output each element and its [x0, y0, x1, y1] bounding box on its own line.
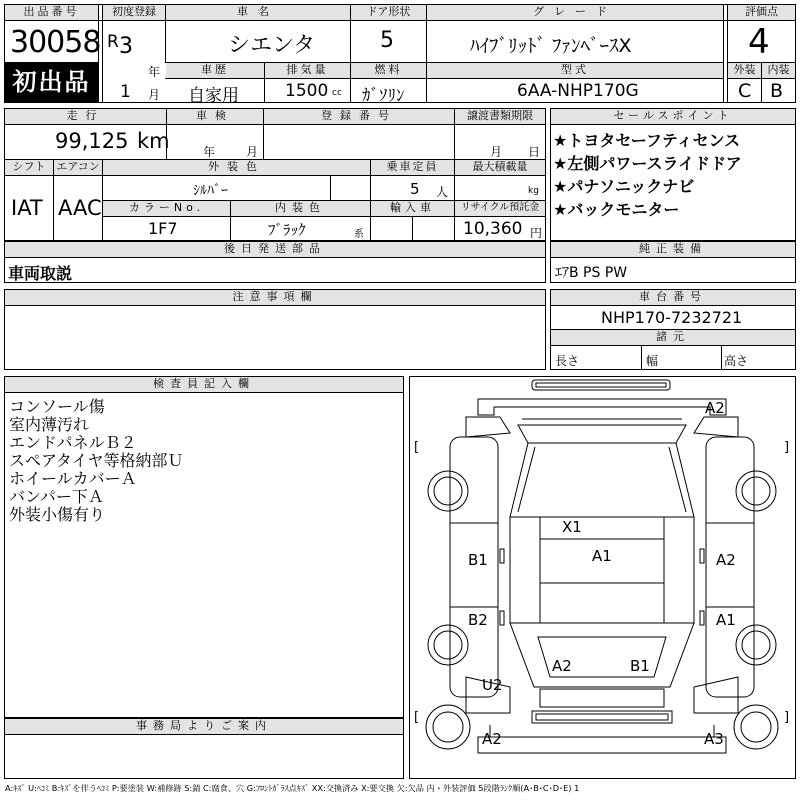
- lot-number: 30058: [10, 25, 101, 60]
- hdr-score: 評価点: [728, 5, 795, 20]
- hdr-int-color: 内装色: [231, 201, 370, 216]
- office-notice-box: [4, 718, 404, 779]
- mark-roof: A1: [592, 547, 612, 565]
- transfer-day-unit: 日: [528, 145, 541, 159]
- hdr-color-no: カラーNo.: [103, 201, 230, 216]
- hdr-interior: 内装: [762, 63, 795, 78]
- legend-footer: A:ｷｽﾞ U:ﾍｺﾐ B:ｷｽﾞを伴うﾍｺﾐ P:要塗装 W:補修跡 S:錆 C:腐食、穴 G:ﾌﾛﾝﾄｶﾞﾗｽ点ｷｽﾞ XX:交換済み X:要交換 欠:欠品 内・外装評価 5段階ﾗﾝｸ順(A･B･C･D･E) 1: [5, 783, 580, 793]
- hdr-lot-no: 出品番号: [5, 5, 98, 20]
- mark-rear-right: B1: [630, 657, 650, 675]
- reg-month-unit: 月: [148, 88, 161, 102]
- mark-left-quarter: U2: [482, 676, 503, 694]
- transfer-month-unit: 月: [490, 145, 503, 159]
- score: 4: [748, 22, 770, 62]
- hdr-displacement: 排気量: [265, 63, 350, 78]
- mark-right-front-door: A2: [716, 551, 736, 569]
- ext-color: ｼﾙﾊﾞｰ: [193, 183, 228, 199]
- exterior-grade: C: [738, 80, 752, 102]
- hdr-transfer-docs: 譲渡書類期限: [455, 109, 545, 124]
- hdr-grade: グレード: [427, 5, 723, 20]
- reg-era: R: [107, 32, 119, 52]
- int-color-suffix: 系: [354, 229, 364, 240]
- hdr-inspector-notes: 検査員記入欄: [5, 377, 403, 392]
- inspector-note-1: コンソール傷: [9, 397, 105, 416]
- inspector-note-5: ホイールカバーＡ: [9, 469, 137, 488]
- displacement: 1500: [285, 81, 329, 101]
- displacement-unit: cc: [332, 88, 342, 98]
- hdr-aircon: エアコン: [54, 160, 102, 175]
- sales-point-3: ★パナソニックナビ: [553, 177, 695, 196]
- inspector-note-6: バンパー下Ａ: [9, 487, 104, 506]
- history: 自家用: [188, 86, 239, 106]
- spec-height-label: 高さ: [724, 354, 749, 368]
- car-damage-diagram: [410, 377, 795, 778]
- mileage-unit: km: [137, 129, 170, 153]
- hdr-inspection: 車検: [167, 109, 263, 124]
- max-load-unit: kg: [528, 186, 539, 196]
- spec-width-label: 幅: [646, 354, 659, 368]
- bracket-l-2: [: [414, 710, 420, 725]
- sales-point-4: ★バックモニター: [553, 200, 680, 219]
- hdr-capacity: 乗車定員: [371, 160, 454, 175]
- reg-year-unit: 年: [148, 65, 161, 79]
- shift: IAT: [11, 196, 43, 220]
- hdr-ext-color: 外装色: [103, 160, 370, 175]
- hdr-history: 車歴: [166, 63, 264, 78]
- bracket-r-2: ]: [784, 710, 790, 725]
- recycle-fee: 10,360: [463, 219, 523, 239]
- mark-front-right: A2: [705, 399, 725, 417]
- hdr-office-notice: 事務局よりご案内: [5, 719, 403, 734]
- hdr-max-load: 最大積載量: [455, 160, 545, 175]
- hdr-first-reg: 初度登録: [103, 5, 165, 20]
- hdr-recycle: リサイクル預託金: [455, 201, 545, 216]
- mark-right-rear-door: A1: [716, 611, 736, 629]
- inspector-note-4: スペアタイヤ等格納部Ｕ: [9, 451, 184, 470]
- hdr-exterior: 外装: [728, 63, 761, 78]
- hdr-sales-points: セールスポイント: [551, 109, 795, 124]
- hdr-door-type: ドア形状: [351, 5, 426, 20]
- bracket-l-1: [: [414, 440, 420, 455]
- hdr-genuine-equip: 純正装備: [551, 242, 795, 257]
- hdr-car-name: 車名: [166, 5, 350, 20]
- mark-rear-bumper-right: A3: [704, 730, 724, 748]
- first-listing-badge: 初出品: [5, 63, 98, 102]
- sales-point-1: ★トヨタセーフティセンス: [553, 131, 741, 150]
- chassis-no: NHP170-7232721: [601, 308, 743, 327]
- hdr-fuel: 燃料: [351, 63, 426, 78]
- aircon: AAC: [58, 196, 102, 220]
- hdr-chassis-no: 車台番号: [551, 290, 795, 305]
- recycle-unit: 円: [530, 226, 543, 240]
- int-color: ﾌﾞﾗｯｸ: [268, 221, 306, 239]
- mileage: 99,125: [55, 129, 129, 153]
- spec-length-label: 長さ: [555, 354, 580, 368]
- mark-hood: X1: [562, 518, 582, 536]
- reg-year: 3: [119, 34, 133, 59]
- mark-rear-left: A2: [552, 657, 572, 675]
- mark-left-front-door: B1: [468, 551, 488, 569]
- sales-point-2: ★左側パワースライドドア: [553, 154, 742, 173]
- mark-left-rear-door: B2: [468, 611, 488, 629]
- genuine-equip: ｴｱB PS PW: [555, 265, 628, 281]
- later-parts: 車両取説: [8, 264, 73, 283]
- reg-month: 1: [120, 82, 131, 102]
- fuel: ｶﾞｿﾘﾝ: [362, 86, 405, 106]
- inspection-year-unit: 年: [203, 145, 216, 159]
- hdr-model: 型式: [427, 63, 723, 78]
- capacity-unit: 人: [436, 185, 449, 199]
- capacity: 5: [410, 180, 420, 198]
- inspector-note-7: 外装小傷有り: [9, 505, 106, 524]
- color-no: 1F7: [148, 219, 178, 238]
- grade: ﾊｲﾌﾞﾘｯﾄﾞ ﾌｧﾝﾍﾞｰｽX: [470, 35, 632, 57]
- model: 6AA-NHP170G: [517, 81, 639, 101]
- hdr-reg-no: 登録番号: [264, 109, 454, 124]
- hdr-mileage: 走行: [5, 109, 166, 124]
- mark-rear-bumper-left: A2: [482, 730, 502, 748]
- hdr-specs: 諸元: [551, 330, 795, 345]
- car-name: シエンタ: [228, 33, 316, 58]
- hdr-import: 輸入車: [371, 201, 454, 216]
- inspection-month-unit: 月: [246, 145, 259, 159]
- bracket-r-1: ]: [784, 440, 790, 455]
- hdr-later-parts: 後日発送部品: [5, 242, 545, 257]
- interior-grade: B: [770, 80, 784, 102]
- hdr-notes: 注意事項欄: [5, 290, 545, 305]
- door-count: 5: [380, 28, 394, 53]
- hdr-shift: シフト: [5, 160, 53, 175]
- inspector-note-3: エンドパネルＢ２: [9, 433, 137, 452]
- inspector-note-2: 室内薄汚れ: [9, 415, 90, 434]
